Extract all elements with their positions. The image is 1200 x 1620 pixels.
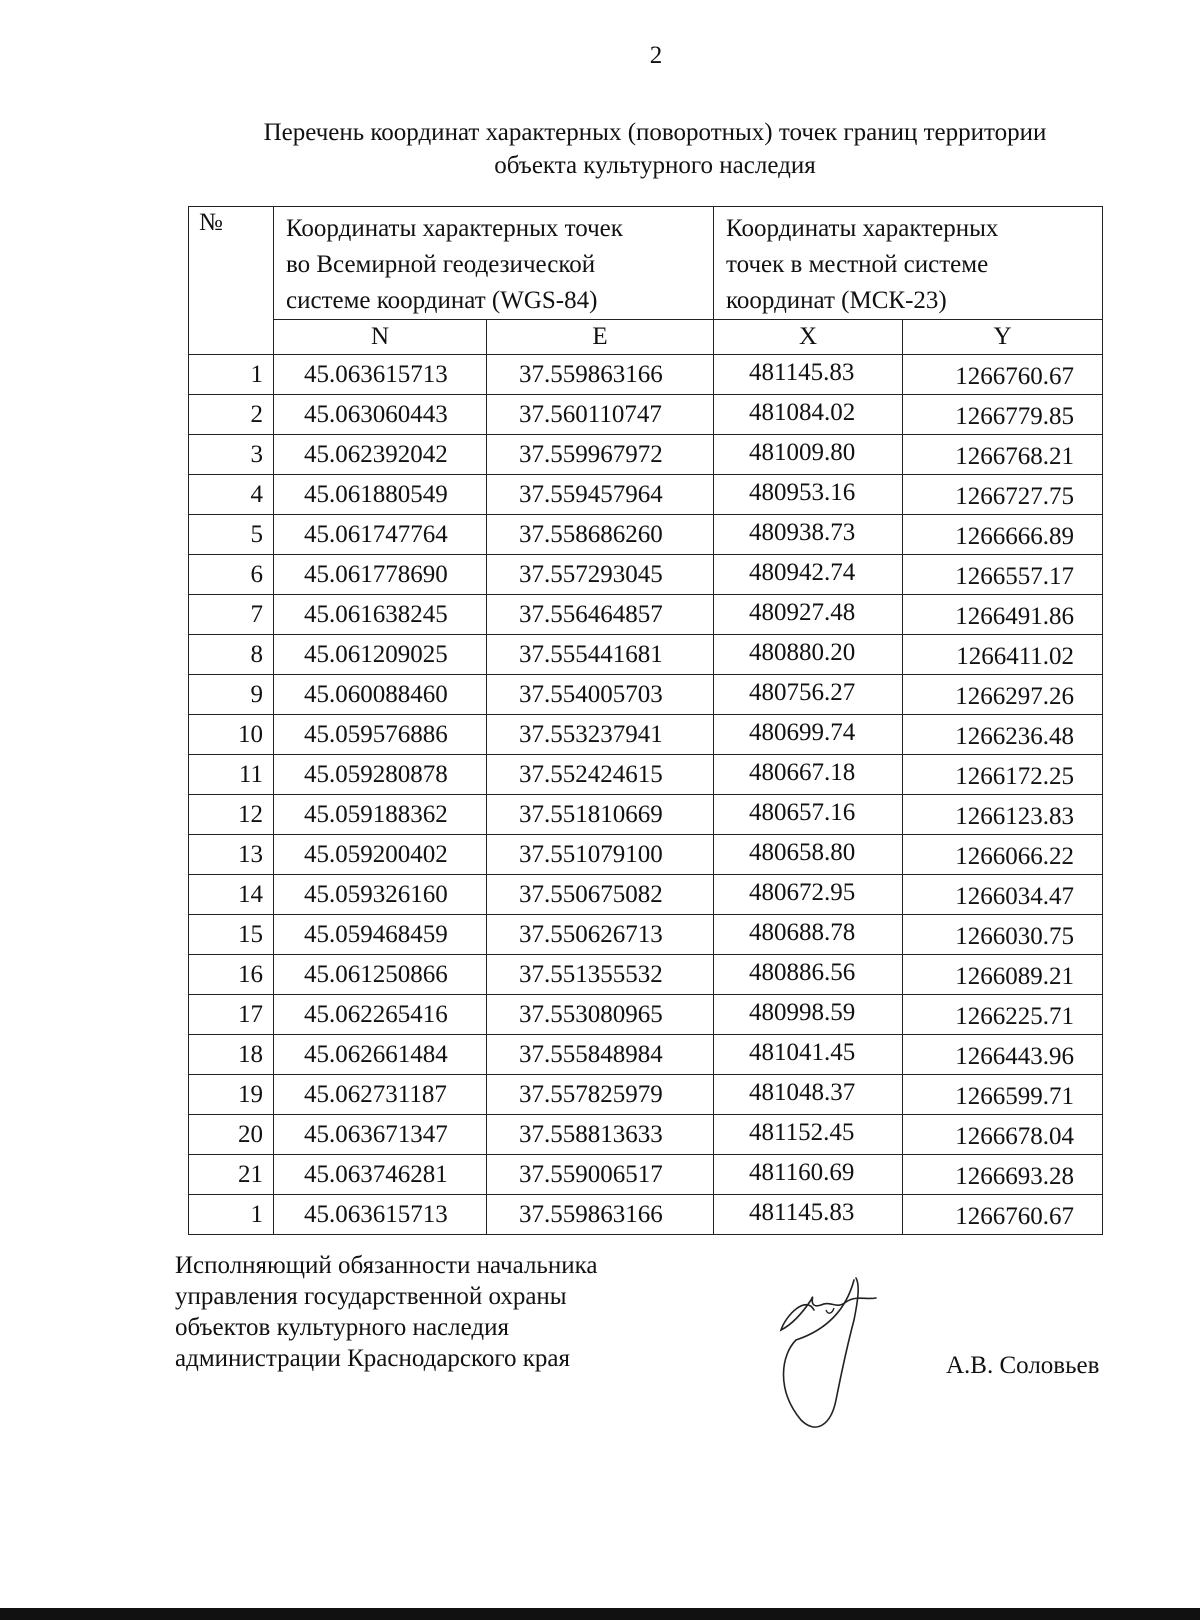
cell-point-number: 13 — [189, 835, 274, 875]
cell-msk-y: 1266599.71 — [903, 1075, 1103, 1115]
cell-msk-y: 1266030.75 — [903, 915, 1103, 955]
table-row — [189, 355, 1103, 395]
table-row — [189, 875, 1103, 915]
cell-point-number: 7 — [189, 595, 274, 635]
signatory-position-line-1: Исполняющий обязанности начальника — [175, 1252, 598, 1279]
cell-msk-y: 1266225.71 — [903, 995, 1103, 1035]
cell-msk-x: 480953.16 — [714, 475, 903, 515]
header-number: № — [189, 207, 274, 355]
cell-point-number: 19 — [189, 1075, 274, 1115]
cell-msk-x: 480667.18 — [714, 755, 903, 795]
cell-lon-e: 37.559863166 — [487, 355, 714, 395]
page-number: 2 — [649, 42, 663, 69]
cell-msk-y: 1266727.75 — [903, 475, 1103, 515]
signatory-position-line-4: администрации Краснодарского края — [175, 1345, 571, 1372]
cell-point-number: 8 — [189, 635, 274, 675]
cell-msk-x: 480672.95 — [714, 875, 903, 915]
cell-lon-e: 37.551079100 — [487, 835, 714, 875]
document-title-line-1: Перечень координат характерных (поворотных) точек границ территории — [263, 119, 1047, 146]
cell-lon-e: 37.555441681 — [487, 635, 714, 675]
cell-lat-n: 45.059280878 — [274, 755, 487, 795]
cell-msk-x: 480938.73 — [714, 515, 903, 555]
cell-lon-e: 37.552424615 — [487, 755, 714, 795]
header-col-y: Y — [903, 320, 1103, 355]
cell-lat-n: 45.063615713 — [274, 355, 487, 395]
cell-point-number: 9 — [189, 675, 274, 715]
cell-point-number: 10 — [189, 715, 274, 755]
cell-lon-e: 37.560110747 — [487, 395, 714, 435]
header-wgs84 — [274, 207, 714, 320]
cell-lat-n: 45.059188362 — [274, 795, 487, 835]
cell-point-number: 12 — [189, 795, 274, 835]
table-row — [189, 995, 1103, 1035]
cell-msk-x: 481145.83 — [714, 355, 903, 395]
cell-msk-x: 480756.27 — [714, 675, 903, 715]
header-msk23-line-1: Координаты характерных — [726, 215, 999, 242]
cell-lat-n: 45.059200402 — [274, 835, 487, 875]
cell-msk-y: 1266760.67 — [903, 355, 1103, 395]
cell-msk-x: 480688.78 — [714, 915, 903, 955]
cell-lon-e: 37.554005703 — [487, 675, 714, 715]
signatory-name: А.В. Соловьев — [946, 1352, 1100, 1379]
table-row — [189, 1075, 1103, 1115]
cell-lon-e: 37.553237941 — [487, 715, 714, 755]
table-row — [189, 635, 1103, 675]
cell-point-number: 11 — [189, 755, 274, 795]
cell-msk-y: 1266678.04 — [903, 1115, 1103, 1155]
cell-msk-x: 480657.16 — [714, 795, 903, 835]
cell-lon-e: 37.557825979 — [487, 1075, 714, 1115]
handwritten-signature — [776, 1270, 896, 1440]
cell-msk-x: 481048.37 — [714, 1075, 903, 1115]
table-row — [189, 715, 1103, 755]
cell-point-number: 18 — [189, 1035, 274, 1075]
cell-msk-x: 480998.59 — [714, 995, 903, 1035]
table-header-row — [189, 207, 1103, 320]
table-row — [189, 675, 1103, 715]
document-title — [180, 116, 1130, 182]
cell-point-number: 15 — [189, 915, 274, 955]
cell-lat-n: 45.061747764 — [274, 515, 487, 555]
cell-lon-e: 37.559863166 — [487, 1195, 714, 1235]
cell-lat-n: 45.059326160 — [274, 875, 487, 915]
cell-msk-y: 1266066.22 — [903, 835, 1103, 875]
cell-lon-e: 37.559967972 — [487, 435, 714, 475]
cell-point-number: 16 — [189, 955, 274, 995]
cell-lat-n: 45.062661484 — [274, 1035, 487, 1075]
cell-msk-x: 481009.80 — [714, 435, 903, 475]
cell-lat-n: 45.062731187 — [274, 1075, 487, 1115]
cell-point-number: 1 — [189, 1195, 274, 1235]
cell-msk-y: 1266760.67 — [903, 1195, 1103, 1235]
signatory-position — [175, 1250, 597, 1374]
cell-msk-x: 480699.74 — [714, 715, 903, 755]
table-row — [189, 1115, 1103, 1155]
cell-msk-x: 480658.80 — [714, 835, 903, 875]
cell-lat-n: 45.061209025 — [274, 635, 487, 675]
cell-msk-x: 481041.45 — [714, 1035, 903, 1075]
header-msk23 — [714, 207, 1103, 320]
cell-point-number: 4 — [189, 475, 274, 515]
table-row — [189, 475, 1103, 515]
cell-lat-n: 45.061638245 — [274, 595, 487, 635]
cell-lat-n: 45.061778690 — [274, 555, 487, 595]
table-row — [189, 395, 1103, 435]
cell-lon-e: 37.551355532 — [487, 955, 714, 995]
table-subheader-row — [189, 320, 1103, 355]
cell-msk-y: 1266297.26 — [903, 675, 1103, 715]
cell-lon-e: 37.559457964 — [487, 475, 714, 515]
cell-lon-e: 37.550626713 — [487, 915, 714, 955]
cell-lat-n: 45.063615713 — [274, 1195, 487, 1235]
header-wgs84-line-3: системе координат (WGS-84) — [286, 287, 598, 314]
cell-msk-x: 481145.83 — [714, 1195, 903, 1235]
cell-point-number: 6 — [189, 555, 274, 595]
header-col-x: X — [714, 320, 903, 355]
cell-msk-y: 1266034.47 — [903, 875, 1103, 915]
cell-point-number: 5 — [189, 515, 274, 555]
cell-msk-y: 1266666.89 — [903, 515, 1103, 555]
cell-point-number: 2 — [189, 395, 274, 435]
cell-lat-n: 45.063671347 — [274, 1115, 487, 1155]
cell-lat-n: 45.063060443 — [274, 395, 487, 435]
cell-lat-n: 45.061250866 — [274, 955, 487, 995]
cell-point-number: 17 — [189, 995, 274, 1035]
cell-point-number: 20 — [189, 1115, 274, 1155]
signatory-position-line-3: объектов культурного наследия — [175, 1314, 509, 1341]
cell-lon-e: 37.550675082 — [487, 875, 714, 915]
cell-msk-x: 480886.56 — [714, 955, 903, 995]
cell-msk-x: 480880.20 — [714, 635, 903, 675]
cell-lat-n: 45.059468459 — [274, 915, 487, 955]
cell-lon-e: 37.553080965 — [487, 995, 714, 1035]
cell-lat-n: 45.062265416 — [274, 995, 487, 1035]
table-row — [189, 595, 1103, 635]
table-row — [189, 955, 1103, 995]
cell-msk-y: 1266172.25 — [903, 755, 1103, 795]
cell-lon-e: 37.559006517 — [487, 1155, 714, 1195]
cell-msk-y: 1266089.21 — [903, 955, 1103, 995]
table-row — [189, 755, 1103, 795]
document-title-line-2: объекта культурного наследия — [494, 152, 816, 179]
cell-lat-n: 45.062392042 — [274, 435, 487, 475]
cell-lat-n: 45.059576886 — [274, 715, 487, 755]
cell-msk-x: 481152.45 — [714, 1115, 903, 1155]
cell-msk-y: 1266557.17 — [903, 555, 1103, 595]
table-row — [189, 1195, 1103, 1235]
cell-msk-y: 1266491.86 — [903, 595, 1103, 635]
cell-lon-e: 37.557293045 — [487, 555, 714, 595]
cell-msk-y: 1266123.83 — [903, 795, 1103, 835]
cell-msk-y: 1266779.85 — [903, 395, 1103, 435]
table-row — [189, 1035, 1103, 1075]
cell-point-number: 3 — [189, 435, 274, 475]
cell-lat-n: 45.063746281 — [274, 1155, 487, 1195]
table-row — [189, 1155, 1103, 1195]
table-row — [189, 555, 1103, 595]
cell-msk-x: 480942.74 — [714, 555, 903, 595]
cell-msk-x: 480927.48 — [714, 595, 903, 635]
cell-lon-e: 37.558686260 — [487, 515, 714, 555]
cell-point-number: 1 — [189, 355, 274, 395]
signatory-position-line-2: управления государственной охраны — [175, 1283, 567, 1310]
table-row — [189, 795, 1103, 835]
table-row — [189, 435, 1103, 475]
header-col-n: N — [274, 320, 487, 355]
cell-msk-y: 1266768.21 — [903, 435, 1103, 475]
header-wgs84-line-2: во Всемирной геодезической — [286, 251, 596, 278]
table-row — [189, 835, 1103, 875]
scan-edge-bar — [0, 1608, 1200, 1620]
header-wgs84-line-1: Координаты характерных точек — [286, 215, 623, 242]
cell-point-number: 21 — [189, 1155, 274, 1195]
cell-msk-x: 481160.69 — [714, 1155, 903, 1195]
cell-lat-n: 45.061880549 — [274, 475, 487, 515]
cell-lat-n: 45.060088460 — [274, 675, 487, 715]
cell-msk-y: 1266411.02 — [903, 635, 1103, 675]
cell-lon-e: 37.558813633 — [487, 1115, 714, 1155]
cell-msk-y: 1266236.48 — [903, 715, 1103, 755]
coordinates-table — [188, 206, 1103, 1235]
cell-msk-y: 1266443.96 — [903, 1035, 1103, 1075]
table-row — [189, 915, 1103, 955]
header-msk23-line-3: координат (МСК-23) — [726, 287, 947, 314]
cell-msk-x: 481084.02 — [714, 395, 903, 435]
header-msk23-line-2: точек в местной системе — [726, 251, 989, 278]
cell-msk-y: 1266693.28 — [903, 1155, 1103, 1195]
cell-lon-e: 37.555848984 — [487, 1035, 714, 1075]
table-row — [189, 515, 1103, 555]
cell-point-number: 14 — [189, 875, 274, 915]
header-col-e: E — [487, 320, 714, 355]
cell-lon-e: 37.556464857 — [487, 595, 714, 635]
cell-lon-e: 37.551810669 — [487, 795, 714, 835]
